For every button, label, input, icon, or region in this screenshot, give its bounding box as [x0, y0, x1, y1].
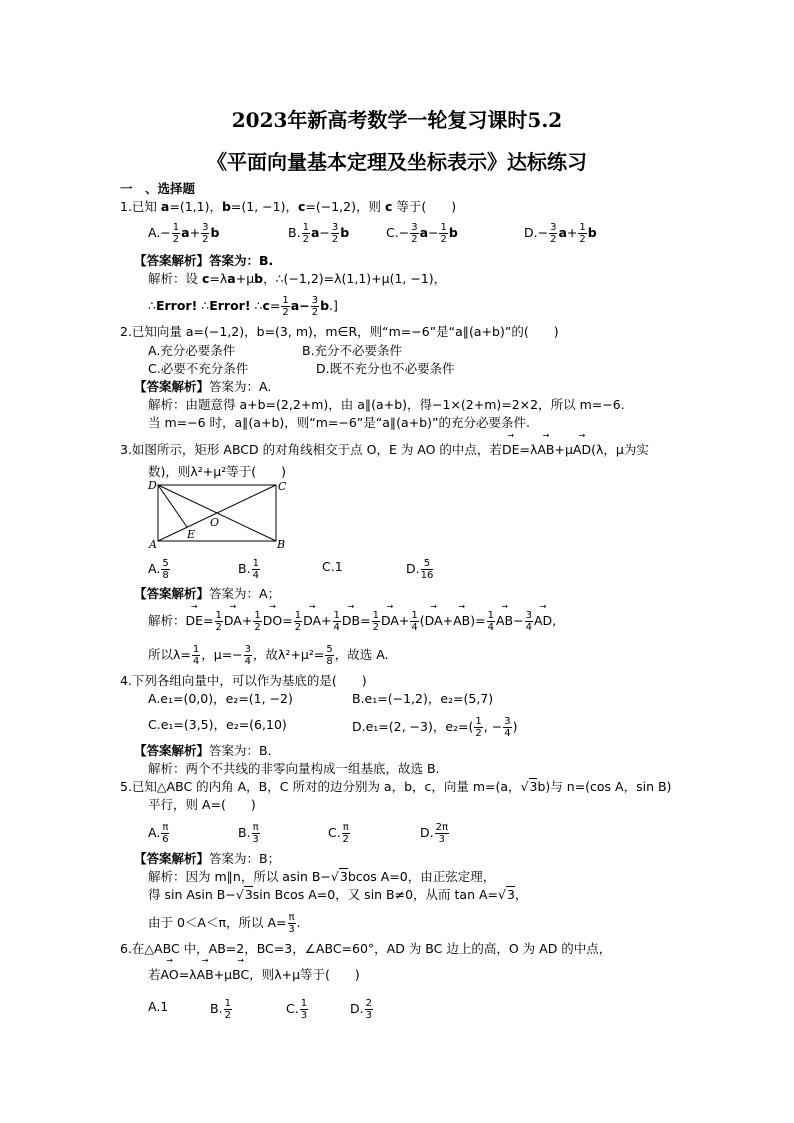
- label-a: A: [149, 538, 157, 550]
- label-c: C: [278, 480, 287, 493]
- doc-title-line2: 《平面向量基本定理及坐标表示》达标练习: [207, 150, 587, 174]
- q6-stem-line1: 6.在△ABC 中，AB=2，BC=3，∠ABC=60°，AD 为 BC 边上的高，O 为 AD 的中点，: [120, 941, 612, 956]
- q2-solution-line2: 当 m=−6 时，a∥(a+b)，则“m=−6”是“a∥(a+b)”的充分必要条件.: [148, 415, 530, 430]
- q2-stem: 2.已知向量 a=(−1,2)，b=(3, m)，m∈R，则“m=−6”是“a∥(a+b)”的( ): [120, 324, 559, 339]
- q4-option-a: A.e₁=(0,0)，e₂=(1, −2): [148, 691, 293, 706]
- rectangle-abcd-figure: [146, 478, 294, 550]
- q5-option-c: C. $\frac{\pi}{2}$: [328, 822, 349, 845]
- q1-solution-line1: 解析：设 c=λa+μb，∴(−1,2)=λ(1,1)+μ(1, −1)，: [148, 271, 447, 286]
- label-o: O: [210, 516, 220, 529]
- q3-solution-line1: 解析：→ DE= $\frac{1}{2}$ → DA+ $\frac{1}{2}$ → DO= $\frac{1}{2}$ → DA+ $\frac{1}{4}$ → DB= $\frac{1}{2}$ → DA+ $\frac{1}{4}$ (→ DA+→ AB)= $\frac{1}{4}$ → AB− $\frac{3}{4}$ → AD,: [148, 610, 556, 633]
- q4-solution: 解析：两个不共线的非零向量构成一组基底，故选 B.: [148, 761, 440, 776]
- q6-stem-line2: 若→ AO=λ→ AB+μ→ BC，则λ+μ等于( ): [148, 966, 360, 984]
- q5-option-a: A. $\frac{\pi}{6}$: [148, 822, 169, 845]
- q2-option-a: A.充分必要条件: [148, 343, 236, 358]
- q5-stem-line1: 5.已知△ABC 的内角 A，B，C 所对的边分别为 a，b，c，向量 m=(a，√3b)与 n=(cos A，sin B): [120, 779, 672, 794]
- q2-answer: 【答案解析】答案为：A.: [134, 379, 272, 394]
- q1-option-d: D.− $\frac{3}{2}$ a+ $\frac{1}{2}$ b: [524, 222, 597, 245]
- q1-option-b: B. $\frac{1}{2}$ a− $\frac{3}{2}$ b: [288, 222, 350, 245]
- q5-solution-line1: 解析：因为 m∥n，所以 asin B−√3bcos A=0，由正弦定理，: [148, 869, 496, 884]
- q5-option-d: D. $\frac{2\pi}{3}$: [420, 822, 448, 845]
- q6-option-d: D. $\frac{2}{3}$: [350, 998, 372, 1021]
- q1-solution-line2: ∴Error! ∴Error! ∴c= $\frac{1}{2}$ a− $\frac{3}{2}$ b.]: [148, 295, 338, 318]
- q4-answer: 【答案解析】答案为：B.: [134, 743, 272, 758]
- q1-option-c: C.− $\frac{3}{2}$ a− $\frac{1}{2}$ b: [386, 222, 458, 245]
- q3-solution-line2: 所以λ= $\frac{1}{4}$ ，μ=− $\frac{3}{4}$ ，故λ²+μ²= $\frac{5}{8}$ ，故选 A.: [148, 644, 389, 667]
- q4-stem: 4.下列各组向量中，可以作为基底的是( ): [120, 673, 367, 688]
- doc-title-line1: 2023年新高考数学一轮复习课时5.2: [231, 108, 563, 132]
- q2-option-b: B.充分不必要条件: [302, 343, 403, 358]
- q3-option-d: D. $\frac{5}{16}$: [406, 558, 434, 581]
- q6-option-b: B. $\frac{1}{2}$: [210, 998, 231, 1021]
- q3-stem-line1: 3.如图所示，矩形 ABCD 的对角线相交于点 O，E 为 AO 的中点，若→ DE=λ→ AB+μ→ AD(λ，μ为实: [120, 441, 649, 459]
- segment-de: [158, 485, 187, 527]
- q4-option-b: B.e₁=(−1,2)，e₂=(5,7): [352, 691, 494, 706]
- q5-stem-line2: 平行，则 A=( ): [148, 797, 256, 812]
- section-heading: 一 、选择题: [120, 181, 196, 196]
- q1-option-a: A.− $\frac{1}{2}$ a+ $\frac{3}{2}$ b: [148, 222, 220, 245]
- q3-option-c: C.1: [322, 559, 343, 574]
- q2-option-d: D.既不充分也不必要条件: [316, 361, 455, 376]
- label-b: B: [277, 538, 286, 550]
- q1-answer: 【答案解析】答案为：B.: [134, 253, 274, 268]
- q3-stem-line2: 数)，则λ²+μ²等于( ): [148, 464, 286, 479]
- q5-answer: 【答案解析】答案为：B；: [134, 851, 281, 866]
- q4-option-d: D.e₁=(2, −3)，e₂=( $\frac{1}{2}$ , − $\frac{3}{4}$ ): [352, 716, 518, 739]
- q3-option-a: A. $\frac{5}{8}$: [148, 558, 169, 581]
- q6-option-c: C. $\frac{1}{3}$: [286, 998, 308, 1021]
- q2-solution-line1: 解析：由题意得 a+b=(2,2+m)，由 a∥(a+b)，得−1×(2+m)=2×2，所以 m=−6.: [148, 397, 625, 412]
- q3-option-b: B. $\frac{1}{4}$: [238, 558, 259, 581]
- label-e: E: [187, 528, 196, 541]
- q2-option-c: C.必要不充分条件: [148, 361, 249, 376]
- q4-option-c: C.e₁=(3,5)，e₂=(6,10): [148, 717, 287, 732]
- q5-solution-line3: 由于 0＜A＜π，所以 A= $\frac{\pi}{3}$ .: [148, 912, 301, 935]
- q5-option-b: B. $\frac{\pi}{3}$: [238, 822, 259, 845]
- q1-stem: 1.已知 a=(1,1)，b=(1, −1)，c=(−1,2)，则 c 等于( ): [120, 199, 457, 214]
- label-d: D: [148, 479, 157, 492]
- q3-answer: 【答案解析】答案为：A；: [134, 586, 281, 601]
- q6-option-a: A.1: [148, 999, 169, 1014]
- q5-solution-line2: 得 sin Asin B−√3sin Bcos A=0，又 sin B≠0，从而 tan A=√3，: [148, 887, 528, 902]
